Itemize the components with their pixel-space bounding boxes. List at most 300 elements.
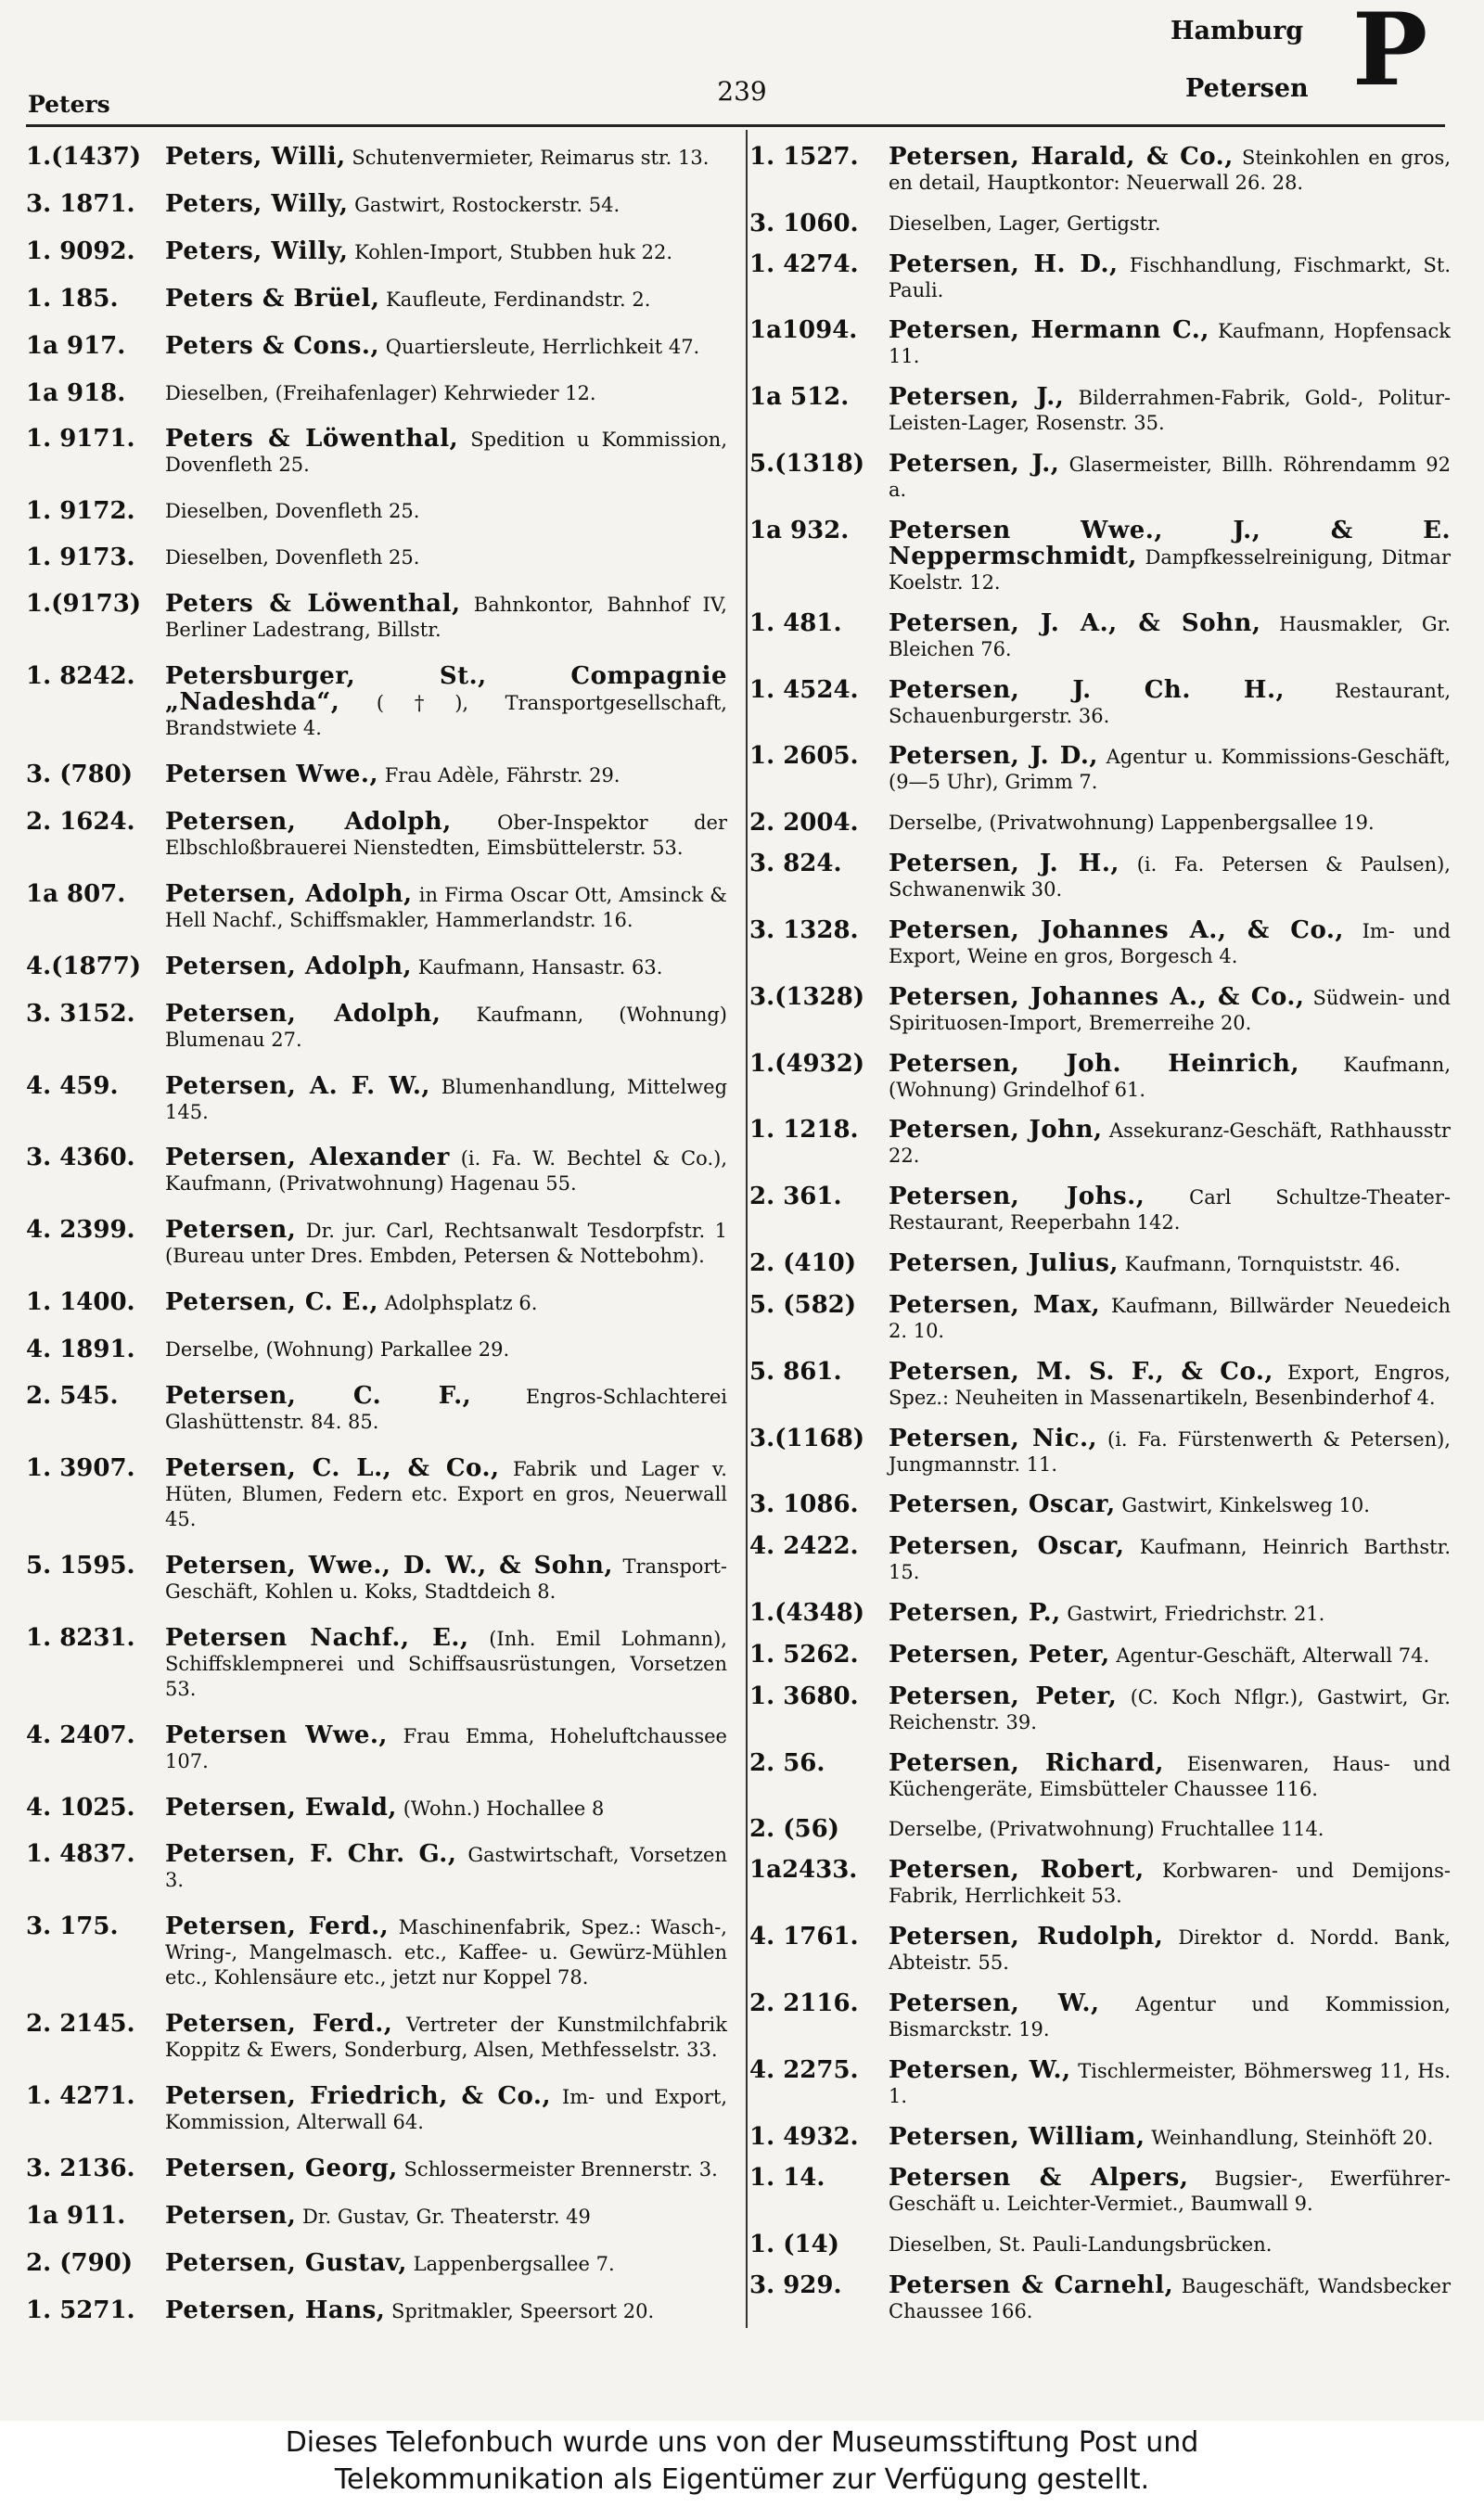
entry-body (165, 2248, 731, 2277)
phone-number: 4. 2275. (749, 2055, 859, 2084)
entry-body (165, 499, 731, 524)
subscriber-name: Peters & Löwenthal, (165, 425, 459, 454)
subscriber-details: Derselbe, (Privatwohnung) Fruchtallee 114. (889, 1818, 1324, 1841)
subscriber-details: Maschinenfabrik, Spez.: Wasch-, Wring-, Mangelmasch. etc., Kaffee- u. Gewürz-Mühlen etc., Kohlensäure etc., jetzt nur Koppel 78. (165, 1916, 727, 1989)
subscriber-name: Petersen, A. F. W., (165, 1071, 430, 1100)
entry-body (165, 381, 731, 406)
subscriber-details: Dampfkesselreinigung, Ditmar Koelstr. 12. (889, 545, 1451, 594)
subscriber-details: Gastwirt, Rostockerstr. 54. (354, 193, 620, 216)
entry-body (165, 1290, 731, 1316)
directory-entry (749, 211, 1454, 237)
subscriber-name: Petersen, Adolph, (165, 999, 441, 1028)
subscriber-name: Petersen, Julius, (889, 1249, 1119, 1278)
subscriber-name: Petersen, Georg, (165, 2155, 398, 2183)
phone-number: 2. (410) (749, 1249, 857, 1278)
directory-entry (26, 762, 731, 788)
phone-number: 1. 1400. (26, 1288, 135, 1317)
subscriber-details: Agentur-Geschäft, Alterwall 74. (1116, 1644, 1430, 1667)
subscriber-details: Bilderrahmen-Fabrik, Gold-, Politur-Leisten-Lager, Rosenstr. 35. (889, 387, 1451, 435)
subscriber-name: Petersen, (165, 2202, 297, 2230)
directory-entry (26, 239, 731, 265)
directory-entry (26, 1720, 731, 1774)
entry-body (889, 1357, 1454, 1411)
directory-entry (749, 1991, 1454, 2042)
directory-entry (749, 851, 1454, 902)
directory-entry (749, 249, 1454, 303)
entry-body (889, 1601, 1454, 1627)
directory-entry (26, 427, 731, 478)
subscriber-details: Gastwirt, Friedrichstr. 21. (1067, 1603, 1325, 1626)
subscriber-name: Petersen, Ferd., (165, 1912, 390, 1941)
subscriber-details: Gastwirt, Kinkelsweg 10. (1121, 1494, 1370, 1517)
directory-entry (26, 999, 731, 1053)
directory-entry (749, 1290, 1454, 1344)
phone-number: 1. 4271. (26, 2082, 135, 2111)
subscriber-name: Petersen & Carnehl, (889, 2270, 1174, 2299)
entry-body (165, 1842, 731, 1893)
directory-entry (749, 1492, 1454, 1518)
phone-number: 3. 2136. (26, 2155, 135, 2183)
subscriber-name: Petersen, Peter, (889, 1640, 1110, 1669)
entry-body (165, 2156, 731, 2182)
phone-number: 5. 861. (749, 1357, 842, 1386)
entry-body (165, 1551, 731, 1605)
directory-entry (26, 807, 731, 861)
subscriber-details: Kohlen-Import, Stubben huk 22. (354, 240, 673, 263)
subscriber-name: Petersen Wwe., J., & E. Neppermschmidt, (889, 516, 1451, 570)
subscriber-details: Derselbe, (Wohnung) Parkallee 29. (165, 1338, 510, 1362)
subscriber-name: Petersen, W., (889, 2055, 1071, 2084)
phone-number: 1.(4932) (749, 1049, 865, 1078)
subscriber-details: Kaufmann, Heinrich Barthstr. 15. (889, 1536, 1451, 1584)
directory-entry (749, 2232, 1454, 2258)
subscriber-details: Schutenvermieter, Reimarus str. 13. (352, 147, 710, 169)
directory-entry (749, 675, 1454, 729)
subscriber-details: Bahnkontor, Bahnhof IV, Berliner Ladestrang, Billstr. (165, 594, 727, 642)
entry-body (889, 608, 1454, 662)
entry-body (889, 1118, 1454, 1169)
subscriber-details: Kaufmann, (Wohnung) Blumenau 27. (165, 1003, 727, 1051)
directory-entry (26, 1290, 731, 1316)
directory-entry (26, 1145, 731, 1196)
subscriber-details: Lappenbergsallee 7. (413, 2252, 615, 2275)
entry-body (165, 145, 731, 171)
subscriber-details: (Inh. Emil Lohmann), Schiffsklempnerei und Schiffsausrüstungen, Vorsetzen 53. (165, 1627, 727, 1700)
subscriber-name: Petersen, Ewald, (165, 1793, 397, 1822)
directory-entry (26, 1842, 731, 1893)
subscriber-name: Petersen, H. D., (889, 249, 1119, 278)
subscriber-details: Spritmakler, Speersort 20. (391, 2299, 655, 2322)
subscriber-details: Baugeschäft, Wandsbecker Chaussee 166. (889, 2274, 1451, 2322)
phone-number: 4. 2399. (26, 1216, 135, 1245)
entry-body (889, 1184, 1454, 1235)
phone-number: 1. 185. (26, 284, 119, 313)
phone-number: 1a2433. (749, 1856, 858, 1885)
phone-number: 3. 1086. (749, 1490, 859, 1519)
directory-entry (26, 1914, 731, 1990)
subscriber-details: Im- und Export, Weine en gros, Borgesch 4. (889, 919, 1451, 967)
subscriber-name: Peters & Cons., (165, 331, 380, 360)
phone-number: 1a 917. (26, 331, 126, 360)
directory-entry (749, 1534, 1454, 1585)
subscriber-details: Dr. jur. Carl, Rechtsanwalt Tesdorpfstr. 1 (Bureau unter Dres. Embden, Petersen & Nottebohm). (165, 1220, 727, 1268)
phone-number: 1. 9173. (26, 544, 135, 572)
subscriber-details: Dieselben, St. Pauli-Landungsbrücken. (889, 2233, 1273, 2257)
directory-entry (26, 1218, 731, 1269)
subscriber-details: Direktor d. Nordd. Bank, Abteistr. 55. (889, 1926, 1451, 1975)
subscriber-details: Kaufmann, Hansastr. 63. (417, 955, 663, 978)
phone-number: 2. 1624. (26, 807, 135, 836)
directory-entry (749, 2055, 1454, 2109)
entry-body (889, 1684, 1454, 1735)
column-divider (746, 130, 748, 2328)
subscriber-name: Petersen, J., (889, 450, 1060, 479)
directory-entry (749, 1426, 1454, 1477)
subscriber-name: Petersen, Nic., (889, 1424, 1098, 1452)
phone-number: 3. 1871. (26, 189, 135, 218)
entry-body (889, 2055, 1454, 2109)
phone-number: 1.(4348) (749, 1599, 865, 1628)
phone-number: 4. 1891. (26, 1336, 135, 1364)
footer-notice (0, 2421, 1484, 2507)
entry-body (889, 1426, 1454, 1477)
subscriber-details: Glasermeister, Billh. Röhrendamm 92 a. (889, 454, 1451, 502)
subscriber-details: Dieselben, Dovenfleth 25. (165, 500, 420, 523)
city-heading: Hamburg (1171, 17, 1304, 45)
subscriber-details: Weinhandlung, Steinhöft 20. (1151, 2126, 1434, 2149)
subscriber-details: Eisenwaren, Haus- und Küchengeräte, Eimsbütteler Chaussee 116. (889, 1752, 1451, 1800)
phone-number: 2. 2145. (26, 2010, 135, 2039)
subscriber-name: Petersen, Oscar, (889, 1532, 1125, 1561)
phone-number: 1. 4274. (749, 249, 859, 278)
entry-body (165, 1914, 731, 1990)
subscriber-name: Petersen, William, (889, 2122, 1145, 2151)
entry-body (889, 385, 1454, 436)
entry-body (889, 675, 1454, 729)
entry-body (889, 2122, 1454, 2151)
directory-entry (749, 608, 1454, 662)
phone-number: 2. (790) (26, 2248, 134, 2277)
subscriber-name: Petersen Nachf., E., (165, 1623, 469, 1652)
subscriber-details: (Wohn.) Hochallee 8 (403, 1797, 605, 1820)
subscriber-details: Dieselben, (Freihafenlager) Kehrwieder 12. (165, 381, 596, 404)
entry-body (889, 318, 1454, 369)
subscriber-name: Petersen, Peter, (889, 1682, 1118, 1710)
entry-body (889, 1492, 1454, 1518)
subscriber-details: Kaufmann, Billwärder Neuedeich 2. 10. (889, 1294, 1451, 1342)
phone-number: 1. 8242. (26, 662, 135, 691)
subscriber-details: Hausmakler, Gr. Bleichen 76. (889, 612, 1451, 660)
directory-entry (749, 1817, 1454, 1842)
entry-body (165, 1145, 731, 1196)
directory-entry (749, 1049, 1454, 1103)
directory-entry (26, 545, 731, 570)
entry-body (165, 2012, 731, 2063)
entry-body (889, 744, 1454, 795)
phone-number: 1. 3680. (749, 1682, 859, 1710)
entry-body (889, 249, 1454, 303)
entry-body (165, 189, 731, 218)
subscriber-details: Agentur u. Kommissions-Geschäft, (9—5 Uhr), Grimm 7. (889, 746, 1451, 794)
phone-number: 2. 2116. (749, 1989, 859, 2017)
directory-entry (26, 1623, 731, 1702)
subscriber-name: Petersen, J. A., & Sohn, (889, 608, 1261, 637)
subscriber-name: Petersen, Joh. Heinrich, (889, 1049, 1300, 1078)
entry-body (889, 1251, 1454, 1277)
entry-body (889, 518, 1454, 595)
subscriber-name: Petersen, P., (889, 1599, 1061, 1628)
entry-body (889, 982, 1454, 1036)
phone-number: 5. 1595. (26, 1551, 135, 1580)
entry-body (165, 1337, 731, 1362)
subscriber-name: Petersen, F. Chr. G., (165, 1840, 457, 1869)
subscriber-name: Petersen, J. D., (889, 742, 1098, 771)
phone-number: 1. 4932. (749, 2122, 859, 2151)
phone-number: 3.(1328) (749, 982, 865, 1011)
left-running-head: Peters (28, 91, 110, 118)
phone-number: 1a 918. (26, 378, 126, 407)
directory-entry (749, 385, 1454, 436)
entry-body (165, 807, 731, 861)
subscriber-name: Petersen, C. L., & Co., (165, 1453, 500, 1482)
subscriber-details: (C. Koch Nflgr.), Gastwirt, Gr. Reichenstr. 39. (889, 1685, 1451, 1733)
phone-number: 1. 1527. (749, 143, 859, 171)
entry-body (165, 545, 731, 570)
subscriber-name: Petersen, Adolph, (165, 879, 413, 908)
directory-entry (749, 145, 1454, 196)
directory-entry (749, 2270, 1454, 2324)
subscriber-name: Petersen Wwe., (165, 760, 379, 788)
subscriber-details: Engros-Schlachterei Glashüttenstr. 84. 85. (165, 1386, 727, 1434)
subscriber-details: Kaufmann, Tornquiststr. 46. (1124, 1253, 1401, 1276)
entry-body (165, 954, 731, 980)
subscriber-name: Petersen, (165, 1216, 297, 1245)
phone-number: 2. 545. (26, 1382, 119, 1411)
subscriber-name: Peters & Löwenthal, (165, 590, 461, 619)
directory-entry (749, 1601, 1454, 1627)
subscriber-name: Petersen, Hans, (165, 2296, 386, 2324)
directory-entry (26, 1551, 731, 1605)
entry-body (165, 331, 731, 360)
subscriber-details: Steinkohlen en gros, en detail, Hauptkontor: Neuerwall 26. 28. (889, 147, 1451, 194)
subscriber-name: Petersen, Wwe., D. W., & Sohn, (165, 1551, 613, 1580)
phone-number: 1.(9173) (26, 590, 142, 619)
subscriber-name: Petersen, Johannes A., & Co., (889, 915, 1344, 944)
entry-body (165, 664, 731, 741)
directory-entry (26, 954, 731, 980)
directory-entry (26, 189, 731, 218)
entry-body (165, 1384, 731, 1435)
phone-number: 3. 175. (26, 1912, 119, 1941)
entry-body (165, 999, 731, 1053)
directory-entry (26, 2248, 731, 2277)
entry-body (165, 2298, 731, 2324)
directory-entry (26, 2084, 731, 2135)
subscriber-details: Blumenhandlung, Mittelweg 145. (165, 1075, 728, 1123)
phone-number: 1. 5271. (26, 2296, 135, 2324)
subscriber-name: Petersen, Oscar, (889, 1490, 1116, 1519)
subscriber-name: Petersen, Adolph, (165, 807, 452, 836)
subscriber-details: Fabrik und Lager v. Hüten, Blumen, Federn etc. Export en gros, Neuerwall 45. (165, 1457, 727, 1530)
entry-body (165, 1218, 731, 1269)
phone-number: 3. 929. (749, 2270, 842, 2299)
subscriber-name: Petersburger, St., Compagnie „Nadeshda“, (165, 662, 727, 717)
entry-body (165, 1071, 731, 1125)
phone-number: 1a 911. (26, 2202, 126, 2230)
entry-body (889, 1991, 1454, 2042)
subscriber-name: Petersen Wwe., (165, 1720, 388, 1749)
subscriber-details: Schlossermeister Brennerstr. 3. (403, 2158, 718, 2181)
footer-line-1: Dieses Telefonbuch wurde uns von der Museumsstiftung Post und (285, 2426, 1199, 2459)
phone-number: 4. 2407. (26, 1720, 135, 1749)
directory-entry (749, 915, 1454, 969)
entry-body (889, 2270, 1454, 2324)
directory-entry (749, 318, 1454, 369)
phone-number: 1. 9092. (26, 237, 135, 265)
right-running-head: Petersen (1185, 74, 1309, 103)
entry-body (165, 2084, 731, 2135)
subscriber-name: Petersen, Rudolph, (889, 1923, 1164, 1951)
subscriber-details: Frau Emma, Hoheluftchaussee 107. (165, 1724, 727, 1772)
entry-body (165, 762, 731, 788)
directory-entry (26, 1071, 731, 1125)
entry-body (889, 1748, 1454, 1802)
subscriber-details: Spedition u Kommission, Dovenfleth 25. (165, 428, 727, 477)
subscriber-name: Petersen, J., (889, 383, 1065, 412)
entry-body (165, 1453, 731, 1532)
phone-number: 2. (56) (749, 1815, 839, 1844)
phone-number: 5. (582) (749, 1290, 857, 1319)
directory-entry (749, 1748, 1454, 1802)
subscriber-details: Agentur und Kommission, Bismarckstr. 19. (889, 1992, 1451, 2040)
phone-number: 3. 1328. (749, 915, 859, 944)
subscriber-details: Gastwirtschaft, Vorsetzen 3. (165, 1844, 728, 1892)
subscriber-details: Dieselben, Lager, Gertigstr. (889, 211, 1161, 235)
subscriber-name: Petersen, C. E., (165, 1288, 379, 1317)
subscriber-details: Fischhandlung, Fischmarkt, St. Pauli. (889, 253, 1451, 301)
subscriber-details: Bugsier-, Ewerführer-Geschäft u. Leichter-Vermiet., Baumwall 9. (889, 2168, 1451, 2216)
phone-number: 3.(1168) (749, 1424, 865, 1452)
header-rule (26, 124, 1445, 127)
subscriber-details: (i. Fa. W. Bechtel & Co.), Kaufmann, (Privatwohnung) Hagenau 55. (165, 1147, 727, 1196)
subscriber-details: Dieselben, Dovenfleth 25. (165, 546, 420, 569)
phone-number: 1a 512. (749, 383, 850, 412)
phone-number: 1a 807. (26, 879, 126, 908)
phone-number: 4. 1761. (749, 1923, 859, 1951)
subscriber-name: Petersen, Hermann C., (889, 316, 1209, 345)
directory-entry (749, 1925, 1454, 1976)
phone-number: 4.(1877) (26, 952, 142, 980)
phone-number: 1. 1218. (749, 1116, 859, 1145)
subscriber-details: (i. Fa. Fürstenwerth & Petersen), Jungmannstr. 11. (889, 1427, 1451, 1476)
phone-number: 2. 361. (749, 1183, 842, 1211)
subscriber-name: Petersen & Alpers, (889, 2164, 1189, 2193)
directory-entry (26, 2012, 731, 2063)
directory-entry (26, 2204, 731, 2230)
subscriber-details: Kaufmann, (Wohnung) Grindelhof 61. (889, 1053, 1451, 1101)
entry-body (889, 1858, 1454, 1909)
directory-entry (749, 1118, 1454, 1169)
directory-entry (749, 1184, 1454, 1235)
subscriber-details: Vertreter der Kunstmilchfabrik Koppitz & Ewers, Sonderburg, Alsen, Methfesselstr. 33. (165, 2014, 727, 2062)
phone-number: 1. 5262. (749, 1640, 859, 1669)
entry-body (165, 239, 731, 265)
subscriber-details: Dr. Gustav, Gr. Theaterstr. 49 (301, 2206, 591, 2228)
footer-line-2: Telekommunikation als Eigentümer zur Verfügung gestellt. (334, 2463, 1150, 2496)
phone-number: 1. 2605. (749, 742, 859, 771)
phone-number: 3. 4360. (26, 1144, 135, 1172)
directory-entry (749, 1858, 1454, 1909)
phone-number: 1. 481. (749, 608, 842, 637)
phone-number: 1. (14) (749, 2231, 839, 2259)
entry-body (889, 211, 1454, 237)
subscriber-details: Export, Engros, Spez.: Neuheiten in Massenartikeln, Besenbinderhof 4. (889, 1361, 1451, 1409)
right-column (749, 145, 1454, 2324)
entry-body (889, 145, 1454, 196)
phone-number: 1. 14. (749, 2164, 825, 2193)
directory-entry (749, 1357, 1454, 1411)
phone-number: 1. 4524. (749, 675, 859, 704)
phone-number: 4. 1025. (26, 1793, 135, 1822)
directory-entry (26, 284, 731, 313)
subscriber-name: Petersen, C. F., (165, 1382, 472, 1411)
subscriber-details: Ober-Inspektor der Elbschloßbrauerei Nienstedten, Eimsbüttelerstr. 53. (165, 811, 727, 859)
phone-number: 1a 932. (749, 516, 850, 544)
directory-entry (749, 811, 1454, 836)
directory-entry (26, 1337, 731, 1362)
subscriber-name: Petersen, Richard, (889, 1748, 1164, 1777)
subscriber-details: Carl Schultze-Theater-Restaurant, Reeperbahn 142. (889, 1186, 1451, 1234)
subscriber-name: Petersen, Robert, (889, 1856, 1145, 1885)
subscriber-name: Petersen, John, (889, 1116, 1103, 1145)
subscriber-details: Tischlermeister, Böhmersweg 11, Hs. 1. (889, 2059, 1451, 2107)
subscriber-name: Peters, Willy, (165, 237, 349, 265)
entry-body (165, 879, 731, 933)
subscriber-name: Peters, Willi, (165, 143, 346, 171)
subscriber-details: Adolphsplatz 6. (384, 1292, 538, 1315)
subscriber-name: Petersen, Alexander (165, 1144, 450, 1172)
directory-entry (749, 1684, 1454, 1735)
phone-number: 5.(1318) (749, 450, 865, 479)
phone-number: 1. 4837. (26, 1840, 135, 1869)
subscriber-name: Petersen, Harald, & Co., (889, 143, 1234, 171)
entry-body (889, 915, 1454, 969)
entry-body (889, 1925, 1454, 1976)
entry-body (165, 284, 731, 313)
entry-body (889, 1049, 1454, 1103)
directory-entry (26, 2298, 731, 2324)
subscriber-details: Transport-Geschäft, Kohlen u. Koks, Stadtdeich 8. (165, 1554, 728, 1603)
phone-number: 1. 3907. (26, 1453, 135, 1482)
entry-body (889, 1290, 1454, 1344)
phone-number: 1.(1437) (26, 143, 142, 171)
directory-entry (26, 2156, 731, 2182)
directory-entry (749, 518, 1454, 595)
subscriber-details: Korbwaren- und Demijons-Fabrik, Herrlichkeit 53. (889, 1860, 1451, 1908)
directory-entry (26, 145, 731, 171)
entry-body (889, 2166, 1454, 2217)
entry-body (165, 1623, 731, 1702)
subscriber-details: Quartiersleute, Herrlichkeit 47. (385, 335, 700, 358)
subscriber-details: Frau Adèle, Fährstr. 29. (384, 763, 620, 787)
entry-body (165, 1720, 731, 1774)
directory-entry (26, 331, 731, 360)
subscriber-details: Kaufleute, Ferdinandstr. 2. (386, 288, 651, 311)
subscriber-name: Petersen, J. H., (889, 850, 1119, 878)
subscriber-name: Petersen, M. S. F., & Co., (889, 1357, 1273, 1386)
entry-body (889, 1817, 1454, 1842)
phone-number: 1. 8231. (26, 1623, 135, 1652)
